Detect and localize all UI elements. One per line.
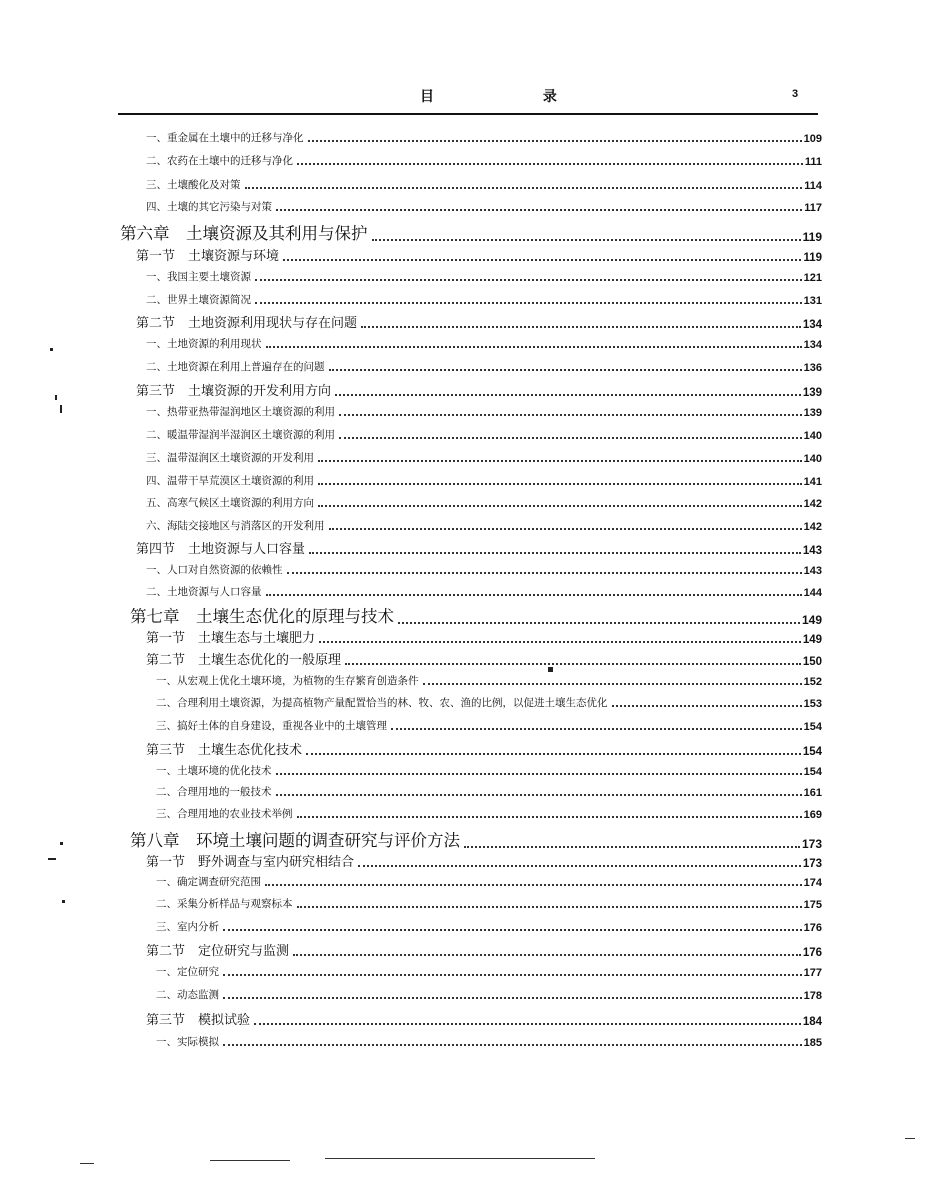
toc-entry-item xyxy=(146,292,822,307)
scan-speck xyxy=(50,348,53,351)
scan-speck xyxy=(60,842,63,845)
toc-entry-item xyxy=(146,427,822,442)
leader-dots xyxy=(245,186,803,189)
page-number: 3 xyxy=(792,88,799,100)
leader-dots xyxy=(329,368,802,371)
toc-entry-item xyxy=(156,784,822,799)
toc-entry-item xyxy=(156,673,822,688)
toc-entry-title: 三、温带湿润区土壤资源的开发利用 xyxy=(146,452,314,464)
scan-speck xyxy=(62,900,65,903)
toc-entry-page: 178 xyxy=(803,990,822,1002)
toc-entry-title: 二、动态监测 xyxy=(156,989,219,1001)
toc-entry-title: 二、采集分析样品与观察标本 xyxy=(156,898,293,910)
toc-entry-title: 一、定位研究 xyxy=(156,966,219,978)
toc-entry-item xyxy=(146,130,822,145)
toc-entry-section xyxy=(146,1010,822,1028)
leader-dots xyxy=(612,704,802,707)
toc-entry-item xyxy=(146,199,822,214)
leader-dots xyxy=(276,793,802,796)
toc-entry-page: 154 xyxy=(803,721,822,733)
toc-entry-title: 第一节 野外调查与室内研究相结合 xyxy=(146,855,355,870)
toc-entry-item xyxy=(156,896,822,911)
toc-entry-page: 177 xyxy=(803,967,822,979)
toc-entry-chapter xyxy=(120,222,822,244)
toc-entry-title: 第一节 土壤资源与环境 xyxy=(136,249,280,264)
scan-speck xyxy=(55,395,57,400)
toc-entry-item xyxy=(146,518,822,533)
toc-entry-item xyxy=(146,269,822,284)
leader-dots xyxy=(254,1022,801,1025)
leader-dots xyxy=(255,301,802,304)
leader-dots xyxy=(297,162,803,165)
toc-entry-page: 185 xyxy=(803,1037,822,1049)
toc-entry-item xyxy=(156,964,822,979)
leader-dots xyxy=(464,845,800,848)
toc-entry-page: 134 xyxy=(802,319,822,331)
leader-dots xyxy=(345,662,801,665)
toc-entry-page: 140 xyxy=(803,453,822,465)
header-rule xyxy=(118,113,818,115)
leader-dots xyxy=(319,640,801,643)
toc-entry-page: 119 xyxy=(802,230,822,244)
toc-entry-page: 149 xyxy=(802,634,822,646)
toc-entry-title: 二、土地资源在利用上普遍存在的问题 xyxy=(146,361,325,373)
toc-entry-page: 140 xyxy=(803,430,822,442)
leader-dots xyxy=(293,953,801,956)
leader-dots xyxy=(329,527,802,530)
leader-dots xyxy=(423,682,802,685)
leader-dots xyxy=(318,504,802,507)
toc-entry-title: 一、土地资源的利用现状 xyxy=(146,338,262,350)
toc-entry-item xyxy=(156,987,822,1002)
toc-entry-item xyxy=(156,763,822,778)
leader-dots xyxy=(276,208,802,211)
scan-line xyxy=(905,1138,915,1139)
toc-entry-title: 第三节 土壤资源的开发利用方向 xyxy=(136,384,332,399)
toc-entry-page: 139 xyxy=(802,387,822,399)
toc-entry-section xyxy=(146,852,822,870)
toc-entry-page: 153 xyxy=(803,698,822,710)
scan-speck xyxy=(60,405,62,413)
toc-entry-title: 六、海陆交接地区与消落区的开发利用 xyxy=(146,520,325,532)
toc-entry-item xyxy=(156,806,822,821)
toc-entry-page: 136 xyxy=(803,362,822,374)
toc-entry-section xyxy=(146,941,822,959)
toc-entry-title: 三、搞好土体的自身建设，重视各业中的土壤管理 xyxy=(156,720,387,732)
leader-dots xyxy=(297,815,802,818)
leader-dots xyxy=(283,258,801,261)
toc-entry-title: 第三节 模拟试验 xyxy=(146,1013,251,1028)
leader-dots xyxy=(339,436,802,439)
leader-dots xyxy=(223,928,802,931)
toc-entry-title: 第二节 土地资源利用现状与存在问题 xyxy=(136,316,358,331)
toc-entry-page: 149 xyxy=(801,613,822,627)
toc-entry-title: 第八章 环境土壤问题的调查研究与评价方法 xyxy=(130,831,460,850)
toc-entry-item xyxy=(156,874,822,889)
toc-entry-page: 111 xyxy=(804,156,822,168)
leader-dots xyxy=(358,864,801,867)
leader-dots xyxy=(223,996,802,999)
leader-dots xyxy=(223,973,802,976)
scan-line xyxy=(80,1163,94,1164)
scan-speck xyxy=(48,858,56,860)
toc-entry-page: 176 xyxy=(802,947,822,959)
leader-dots xyxy=(318,482,802,485)
toc-entry-page: 174 xyxy=(803,877,822,889)
toc-entry-item xyxy=(146,562,822,577)
toc-entry-section xyxy=(136,246,822,264)
toc-entry-page: 152 xyxy=(803,676,822,688)
toc-entry-section xyxy=(146,740,822,758)
toc-entry-title: 一、重金属在土壤中的迁移与净化 xyxy=(146,132,304,144)
toc-entry-title: 第二节 土壤生态优化的一般原理 xyxy=(146,653,342,668)
toc-entry-title: 二、土地资源与人口容量 xyxy=(146,586,262,598)
toc-entry-page: 117 xyxy=(804,202,822,214)
scan-speck xyxy=(548,667,553,672)
leader-dots xyxy=(372,238,801,241)
leader-dots xyxy=(308,139,802,142)
toc-entry-page: 119 xyxy=(803,252,822,264)
toc-entry-title: 五、高寒气候区土壤资源的利用方向 xyxy=(146,497,314,509)
toc-entry-section xyxy=(146,650,822,668)
toc-entry-title: 二、农药在土壤中的迁移与净化 xyxy=(146,155,293,167)
toc-entry-chapter xyxy=(130,605,822,627)
toc-entry-item xyxy=(156,695,822,710)
toc-entry-title: 第七章 土壤生态优化的原理与技术 xyxy=(130,607,394,626)
toc-entry-item xyxy=(146,336,822,351)
toc-entry-page: 144 xyxy=(803,587,822,599)
toc-entry-title: 二、合理利用土壤资源，为提高植物产量配置恰当的林、牧、农、渔的比例，以促进土壤生态优化 xyxy=(156,697,608,709)
leader-dots xyxy=(335,393,801,396)
toc-entry-page: 143 xyxy=(802,545,822,557)
toc-entry-section xyxy=(146,628,822,646)
toc-entry-page: 141 xyxy=(803,476,822,488)
toc-entry-title: 第六章 土壤资源及其利用与保护 xyxy=(120,224,368,243)
leader-dots xyxy=(361,325,801,328)
toc-entry-title: 第四节 土地资源与人口容量 xyxy=(136,542,306,557)
toc-entry-title: 一、土壤环境的优化技术 xyxy=(156,765,272,777)
leader-dots xyxy=(318,459,802,462)
scan-line xyxy=(325,1158,595,1159)
toc-entry-item xyxy=(156,1034,822,1049)
toc-entry-item xyxy=(146,153,822,168)
toc-entry-page: 176 xyxy=(803,922,822,934)
toc-entry-page: 143 xyxy=(803,565,822,577)
toc-entry-title: 三、合理用地的农业技术举例 xyxy=(156,808,293,820)
leader-dots xyxy=(297,905,802,908)
toc-entry-item xyxy=(146,450,822,465)
toc-entry-item xyxy=(146,404,822,419)
toc-entry-page: 131 xyxy=(803,295,822,307)
leader-dots xyxy=(223,1043,802,1046)
leader-dots xyxy=(391,727,802,730)
leader-dots xyxy=(398,621,800,624)
toc-entry-page: 169 xyxy=(803,809,822,821)
toc-entry-item xyxy=(156,718,822,733)
toc-entry-page: 114 xyxy=(804,180,822,192)
toc-entry-title: 二、合理用地的一般技术 xyxy=(156,786,272,798)
toc-entry-title: 一、确定调查研究范围 xyxy=(156,876,261,888)
toc-entry-title: 三、室内分析 xyxy=(156,921,219,933)
toc-entry-page: 175 xyxy=(803,899,822,911)
toc-entry-title: 四、温带干旱荒漠区土壤资源的利用 xyxy=(146,475,314,487)
toc-entry-section xyxy=(136,313,822,331)
leader-dots xyxy=(266,345,802,348)
toc-entry-page: 109 xyxy=(803,133,822,145)
toc-entry-title: 一、我国主要土壤资源 xyxy=(146,271,251,283)
leader-dots xyxy=(276,772,802,775)
toc-entry-item xyxy=(146,473,822,488)
page-header-title: 目 录 xyxy=(420,89,609,105)
toc-entry-title: 一、热带亚热带湿润地区土壤资源的利用 xyxy=(146,406,335,418)
leader-dots xyxy=(265,883,802,886)
toc-entry-page: 154 xyxy=(803,766,822,778)
toc-entry-page: 173 xyxy=(802,858,822,870)
toc-entry-page: 173 xyxy=(801,837,822,851)
toc-entry-page: 134 xyxy=(803,339,822,351)
toc-entry-title: 二、暖温带湿润半湿润区土壤资源的利用 xyxy=(146,429,335,441)
toc-entry-item xyxy=(146,359,822,374)
toc-entry-item xyxy=(146,177,822,192)
leader-dots xyxy=(266,593,802,596)
toc-entry-title: 第三节 土壤生态优化技术 xyxy=(146,743,303,758)
toc-entry-item xyxy=(146,495,822,510)
toc-entry-page: 184 xyxy=(802,1016,822,1028)
toc-entry-page: 121 xyxy=(803,272,822,284)
toc-entry-title: 一、实际模拟 xyxy=(156,1036,219,1048)
toc-entry-page: 142 xyxy=(803,498,822,510)
toc-entry-section xyxy=(136,539,822,557)
toc-entry-page: 139 xyxy=(803,407,822,419)
leader-dots xyxy=(339,413,802,416)
toc-entry-page: 150 xyxy=(802,656,822,668)
toc-entry-page: 154 xyxy=(802,746,822,758)
toc-entry-item xyxy=(146,584,822,599)
toc-entry-item xyxy=(156,919,822,934)
toc-entry-section xyxy=(136,381,822,399)
leader-dots xyxy=(309,551,801,554)
toc-entry-chapter xyxy=(130,829,822,851)
toc-entry-page: 142 xyxy=(803,521,822,533)
leader-dots xyxy=(287,571,802,574)
toc-entry-page: 161 xyxy=(803,787,822,799)
toc-entry-title: 三、土壤酸化及对策 xyxy=(146,179,241,191)
toc-entry-title: 二、世界土壤资源简况 xyxy=(146,294,251,306)
toc-entry-title: 四、土壤的其它污染与对策 xyxy=(146,201,272,213)
toc-entry-title: 第一节 土壤生态与土壤肥力 xyxy=(146,631,316,646)
toc-entry-title: 第二节 定位研究与监测 xyxy=(146,944,290,959)
toc-entry-title: 一、人口对自然资源的依赖性 xyxy=(146,564,283,576)
scan-line xyxy=(210,1160,290,1161)
toc-entry-title: 一、从宏观上优化土壤环境，为植物的生存繁育创造条件 xyxy=(156,675,419,687)
leader-dots xyxy=(306,752,801,755)
leader-dots xyxy=(255,278,802,281)
